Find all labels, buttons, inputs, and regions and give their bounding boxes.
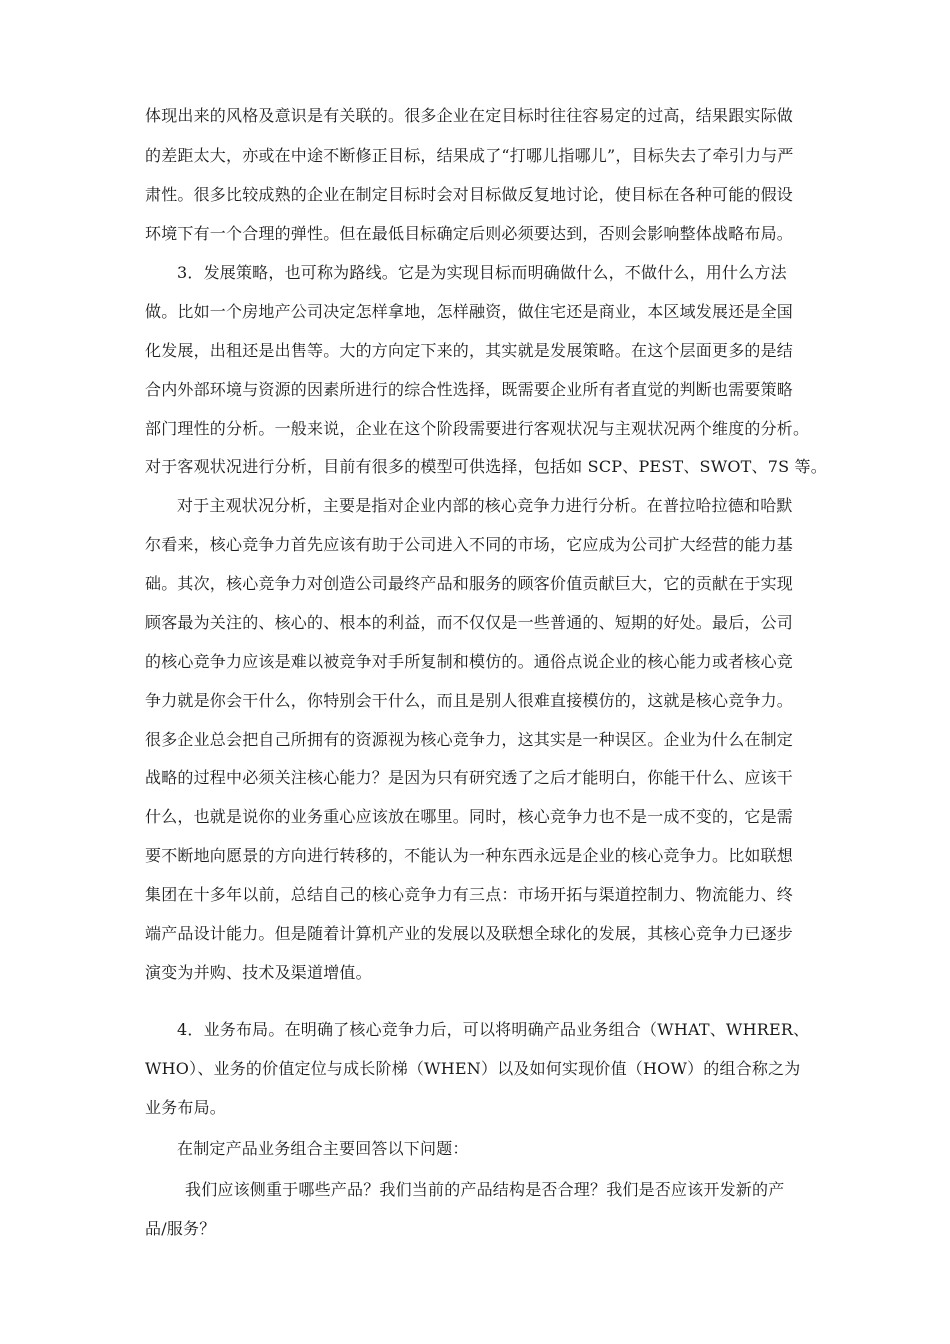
paragraph-line: 环境下有一个合理的弹性。但在最低目标确定后则必须要达到，否则会影响整体战略布局。 [145, 224, 794, 243]
paragraph-line: 的差距太大，亦或在中途不断修正目标，结果成了“打哪儿指哪儿”，目标失去了牵引力与严 [145, 146, 794, 165]
paragraph-line: 要不断地向愿景的方向进行转移的，不能认为一种东西永远是企业的核心竞争力。比如联想 [145, 846, 794, 865]
paragraph-line: 在制定产品业务组合主要回答以下问题： [177, 1139, 469, 1158]
paragraph-line: 部门理性的分析。一般来说，企业在这个阶段需要进行客观状况与主观状况两个维度的分析。 [145, 419, 810, 438]
paragraph-line: 对于客观状况进行分析，目前有很多的模型可供选择，包括如 SCP、PEST、SWOT、7S 等。 [145, 457, 827, 476]
paragraph-line: 什么，也就是说你的业务重心应该放在哪里。同时，核心竞争力也不是一成不变的，它是需 [145, 807, 794, 826]
paragraph-line: 对于主观状况分析，主要是指对企业内部的核心竞争力进行分析。在普拉哈拉德和哈默 [177, 496, 793, 515]
paragraph-line: 业务布局。 [145, 1098, 227, 1117]
paragraph-line: 肃性。很多比较成熟的企业在制定目标时会对目标做反复地讨论，使目标在各种可能的假设 [145, 185, 794, 204]
paragraph-line: 演变为并购、技术及渠道增值。 [145, 963, 372, 982]
paragraph-line: 争力就是你会干什么，你特别会干什么，而且是别人很难直接模仿的，这就是核心竞争力。 [145, 691, 794, 710]
paragraph-line: 战略的过程中必须关注核心能力？是因为只有研究透了之后才能明白，你能干什么、应该干 [145, 768, 794, 787]
paragraph-line: 合内外部环境与资源的因素所进行的综合性选择，既需要企业所有者直觉的判断也需要策略 [145, 380, 794, 399]
paragraph-line: WHO）、业务的价值定位与成长阶梯（WHEN）以及如何实现价值（HOW）的组合称之为 [145, 1059, 801, 1078]
paragraph-line: 体现出来的风格及意识是有关联的。很多企业在定目标时往往容易定的过高，结果跟实际做 [145, 106, 794, 125]
paragraph-line: 我们应该侧重于哪些产品？我们当前的产品结构是否合理？我们是否应该开发新的产 [185, 1180, 785, 1199]
paragraph-line: 很多企业总会把自己所拥有的资源视为核心竞争力，这其实是一种误区。企业为什么在制定 [145, 730, 794, 749]
paragraph-line: 3．发展策略，也可称为路线。它是为实现目标而明确做什么，不做什么，用什么方法 [177, 263, 787, 282]
paragraph-line: 尔看来，核心竞争力首先应该有助于公司进入不同的市场，它应成为公司扩大经营的能力基 [145, 535, 794, 554]
paragraph-line: 础。其次，核心竞争力对创造公司最终产品和服务的顾客价值贡献巨大，它的贡献在于实现 [145, 574, 794, 593]
paragraph-line: 的核心竞争力应该是难以被竞争对手所复制和模仿的。通俗点说企业的核心能力或者核心竞 [145, 652, 794, 671]
paragraph-line: 化发展，出租还是出售等。大的方向定下来的，其实就是发展策略。在这个层面更多的是结 [145, 341, 794, 360]
paragraph-line: 做。比如一个房地产公司决定怎样拿地，怎样融资，做住宅还是商业，本区域发展还是全国 [145, 302, 794, 321]
paragraph-line: 4．业务布局。在明确了核心竞争力后，可以将明确产品业务组合（WHAT、WHRER、 [177, 1020, 810, 1039]
paragraph-line: 顾客最为关注的、核心的、根本的利益，而不仅仅是一些普通的、短期的好处。最后，公司 [145, 613, 794, 632]
paragraph-line: 集团在十多年以前，总结自己的核心竞争力有三点：市场开拓与渠道控制力、物流能力、终 [145, 885, 794, 904]
paragraph-line: 端产品设计能力。但是随着计算机产业的发展以及联想全球化的发展，其核心竞争力已逐步 [145, 924, 794, 943]
paragraph-line: 品/服务？ [145, 1219, 216, 1238]
